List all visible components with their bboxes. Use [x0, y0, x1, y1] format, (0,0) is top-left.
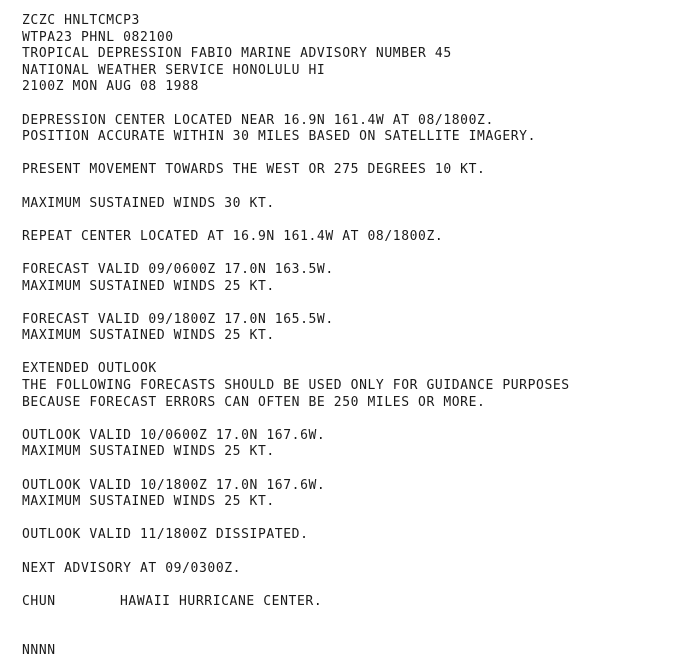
spacer [22, 544, 672, 561]
header-line-2: WTPA23 PHNL 082100 [22, 29, 174, 45]
spacer [22, 146, 672, 163]
final-outlook-line: OUTLOOK VALID 11/1800Z DISSIPATED. [22, 527, 309, 543]
spacer [22, 411, 672, 428]
extended-outlook-title: EXTENDED OUTLOOK [22, 361, 157, 377]
spacer [22, 179, 672, 196]
trailer-text: NNNN [22, 643, 56, 658]
spacer [22, 461, 672, 478]
forecast-2-valid: FORECAST VALID 09/1800Z 17.0N 165.5W. [22, 311, 334, 327]
max-winds-line: MAXIMUM SUSTAINED WINDS 30 KT. [22, 195, 275, 211]
header-line-1: ZCZC HNLTCMCP3 [22, 13, 140, 28]
center-name: HAWAII HURRICANE CENTER. [120, 593, 323, 609]
spacer [22, 212, 672, 229]
advisory-document [22, 13, 672, 610]
position-line-2: POSITION ACCURATE WITHIN 30 MILES BASED ON SATELLITE IMAGERY. [22, 129, 537, 145]
spacer [22, 295, 672, 312]
signature-line [22, 594, 672, 611]
issue-time: 2100Z MON AUG 08 1988 [22, 79, 199, 95]
forecast-1-valid: FORECAST VALID 09/0600Z 17.0N 163.5W. [22, 261, 334, 277]
forecast-1-winds: MAXIMUM SUSTAINED WINDS 25 KT. [22, 278, 275, 294]
forecaster-name: CHUN [22, 593, 56, 609]
spacer [22, 511, 672, 528]
spacer [22, 96, 672, 113]
outlook-1-winds: MAXIMUM SUSTAINED WINDS 25 KT. [22, 444, 275, 460]
spacer [22, 245, 672, 262]
outlook-2-winds: MAXIMUM SUSTAINED WINDS 25 KT. [22, 494, 275, 510]
position-line-1: DEPRESSION CENTER LOCATED NEAR 16.9N 161.4W AT 08/1800Z. [22, 112, 494, 128]
spacer [22, 577, 672, 594]
extended-outlook-line-2: BECAUSE FORECAST ERRORS CAN OFTEN BE 250 MILES OR MORE. [22, 394, 486, 410]
next-advisory-line: NEXT ADVISORY AT 09/0300Z. [22, 560, 242, 576]
repeat-center-line: REPEAT CENTER LOCATED AT 16.9N 161.4W AT 08/1800Z. [22, 228, 444, 244]
advisory-title: TROPICAL DEPRESSION FABIO MARINE ADVISORY NUMBER 45 [22, 46, 452, 62]
spacer [22, 345, 672, 362]
issuing-office: NATIONAL WEATHER SERVICE HONOLULU HI [22, 62, 326, 78]
forecast-2-winds: MAXIMUM SUSTAINED WINDS 25 KT. [22, 328, 275, 344]
outlook-2-valid: OUTLOOK VALID 10/1800Z 17.0N 167.6W. [22, 477, 326, 493]
movement-line: PRESENT MOVEMENT TOWARDS THE WEST OR 275 DEGREES 10 KT. [22, 162, 486, 178]
extended-outlook-line-1: THE FOLLOWING FORECASTS SHOULD BE USED ONLY FOR GUIDANCE PURPOSES [22, 378, 570, 394]
outlook-1-valid: OUTLOOK VALID 10/0600Z 17.0N 167.6W. [22, 427, 326, 443]
